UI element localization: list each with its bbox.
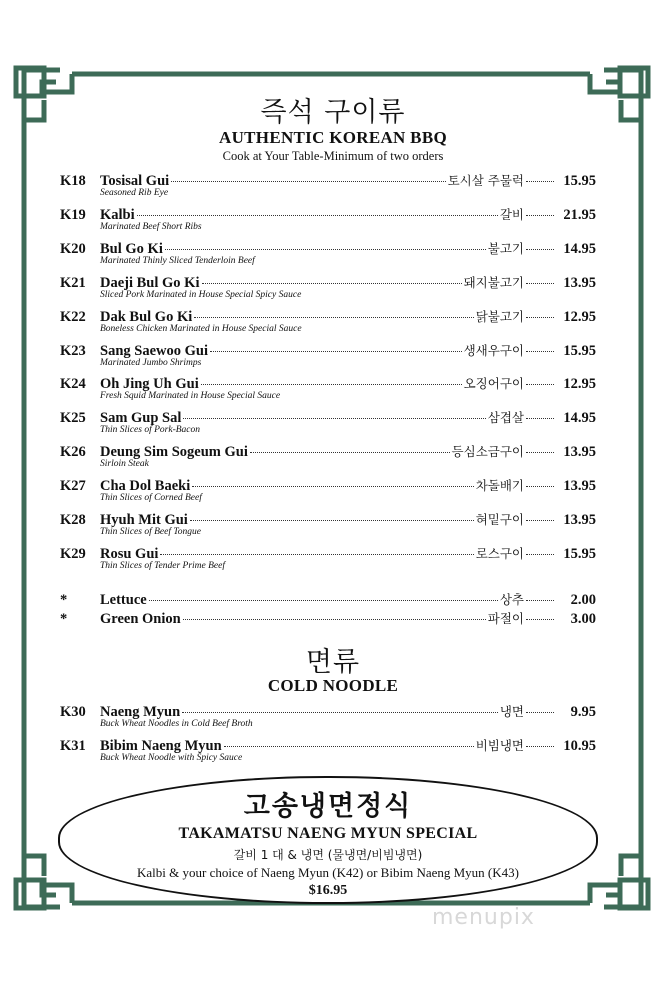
dot-leader (526, 712, 554, 713)
item-name: Sang Saewoo Gui (100, 342, 208, 359)
item-name: Cha Dol Baeki (100, 478, 191, 495)
menu-item (60, 205, 596, 237)
item-price: 13.95 (563, 274, 596, 291)
dot-leader (192, 486, 473, 487)
dot-leader (526, 384, 554, 385)
dot-leader (194, 317, 473, 318)
item-code: K29 (60, 545, 86, 562)
menu-item-row (60, 307, 596, 325)
item-code: K22 (60, 308, 86, 325)
item-price: 13.95 (563, 444, 596, 461)
item-name: Tosisal Gui (100, 173, 170, 189)
special-title-korean: 고송냉면정식 (243, 791, 413, 822)
item-code: K30 (60, 704, 86, 720)
dot-leader (149, 600, 498, 601)
item-price: 13.95 (563, 478, 596, 495)
special-subtitle-korean: 갈비 1 대 & 냉면 (물냉면/비빔냉면) (233, 848, 423, 862)
dot-leader (526, 283, 554, 284)
dot-leader (165, 249, 486, 250)
dot-leader (526, 351, 554, 352)
watermark-logo: menupix (432, 905, 535, 930)
dot-leader (201, 384, 462, 385)
bbq-title-english: AUTHENTIC KOREAN BBQ (219, 128, 447, 147)
item-korean-name: 차돌배기 (475, 478, 524, 494)
dot-leader (526, 619, 554, 620)
menu-item-row (60, 239, 596, 257)
item-code: * (60, 592, 68, 608)
menu-item-row (60, 171, 596, 189)
item-price: 12.95 (563, 376, 596, 393)
item-korean-name: 파절이 (487, 611, 524, 626)
dot-leader (526, 486, 554, 487)
item-korean-name: 닭불고기 (475, 308, 524, 324)
item-korean-name: 토시살 주물럭 (447, 173, 524, 188)
menu-item (60, 171, 596, 203)
menu-item (60, 341, 596, 373)
item-code: K19 (60, 206, 86, 223)
dot-leader (171, 181, 445, 182)
item-price: 14.95 (563, 240, 596, 257)
menu-item (60, 476, 596, 508)
item-description: Thin Slices of Corned Beef (100, 493, 202, 504)
dot-leader (526, 181, 554, 182)
item-code: K28 (60, 512, 86, 528)
dot-leader (526, 215, 554, 216)
menu-item (60, 374, 596, 406)
dot-leader (202, 283, 462, 284)
menu-item-row (60, 609, 596, 627)
menu-item-row (60, 341, 596, 359)
dot-leader (526, 746, 554, 747)
menu-item-row (60, 544, 596, 562)
dot-leader (160, 554, 473, 555)
item-korean-name: 로스구이 (475, 545, 524, 561)
menu-item (60, 408, 596, 440)
item-price: 12.95 (563, 308, 596, 325)
item-name: Naeng Myun (100, 704, 181, 720)
item-korean-name: 냉면 (499, 704, 524, 719)
item-korean-name: 상추 (499, 592, 524, 607)
item-price: 2.00 (570, 592, 596, 608)
item-code: K31 (60, 738, 86, 754)
item-description: Marinated Beef Short Ribs (100, 221, 202, 232)
item-description: Buck Wheat Noodles in Cold Beef Broth (100, 719, 253, 729)
dot-leader (224, 746, 474, 747)
menu-item (60, 702, 596, 734)
special-description: Kalbi & your choice of Naeng Myun (K42) or Bibim Naeng Myun (K43) (137, 865, 519, 880)
menu-item (60, 544, 596, 576)
item-price: 3.00 (570, 611, 596, 627)
item-name: Green Onion (100, 611, 181, 627)
item-price: 10.95 (563, 738, 596, 754)
dot-leader (526, 600, 554, 601)
item-name: Kalbi (100, 206, 135, 223)
item-price: 14.95 (563, 410, 596, 427)
menu-item (60, 510, 596, 542)
dot-leader (526, 554, 554, 555)
dot-leader (190, 520, 474, 521)
menu-item-row (60, 736, 596, 754)
item-description: Thin Slices of Beef Tongue (100, 527, 201, 537)
item-code: * (60, 611, 68, 627)
dot-leader (183, 619, 486, 620)
item-description: Buck Wheat Noodle with Spicy Sauce (100, 753, 243, 763)
item-description: Sirloin Steak (100, 459, 149, 470)
item-name: Dak Bul Go Ki (100, 308, 193, 325)
item-name: Lettuce (100, 592, 147, 608)
menu-item-row (60, 408, 596, 426)
menu-item (60, 239, 596, 271)
menu-item-row (60, 476, 596, 494)
item-description: Seasoned Rib Eye (100, 188, 169, 198)
item-korean-name: 삼겹살 (487, 410, 524, 426)
item-description: Sliced Pork Marinated in House Special Spicy Sauce (100, 289, 302, 300)
item-name: Rosu Gui (100, 545, 159, 562)
special-oval (58, 776, 598, 904)
menu-item-row (60, 590, 596, 608)
item-description: Fresh Squid Marinated in House Special Sauce (100, 391, 281, 402)
dot-leader (210, 351, 462, 352)
item-korean-name: 생새우구이 (463, 342, 524, 358)
dot-leader (526, 520, 554, 521)
dot-leader (250, 452, 450, 453)
item-name: Daeji Bul Go Ki (100, 274, 200, 291)
item-code: K24 (60, 376, 86, 393)
item-description: Marinated Jumbo Shrimps (100, 357, 202, 368)
menu-item-row (60, 442, 596, 460)
item-code: K21 (60, 274, 86, 291)
item-name: Sam Gup Sal (100, 410, 182, 427)
item-description: Marinated Thinly Sliced Tenderloin Beef (100, 255, 255, 266)
bbq-subtitle: Cook at Your Table-Minimum of two orders (222, 149, 444, 163)
item-code: K25 (60, 410, 86, 427)
item-code: K23 (60, 342, 86, 359)
menu-item (60, 273, 596, 305)
item-korean-name: 갈비 (499, 206, 524, 222)
dot-leader (183, 418, 485, 419)
item-price: 15.95 (563, 173, 596, 189)
item-code: K27 (60, 478, 86, 495)
menu-item-row (60, 205, 596, 223)
menu-item-row (60, 273, 596, 291)
dot-leader (526, 452, 554, 453)
menu-item (60, 442, 596, 474)
item-code: K20 (60, 240, 86, 257)
dot-leader (526, 418, 554, 419)
item-price: 15.95 (563, 342, 596, 359)
item-price: 21.95 (563, 206, 596, 223)
item-korean-name: 비빔냉면 (475, 738, 524, 753)
item-description: Thin Slices of Pork-Bacon (100, 425, 200, 436)
bbq-title-korean: 즉석 구이류 (260, 97, 406, 128)
menu-item (60, 609, 596, 641)
menu-item-row (60, 510, 596, 528)
special-price: $16.95 (308, 883, 348, 898)
menu-item-row (60, 702, 596, 720)
dot-leader (182, 712, 498, 713)
item-price: 15.95 (563, 545, 596, 562)
item-price: 9.95 (570, 704, 596, 720)
menu-item (60, 307, 596, 339)
item-korean-name: 돼지불고기 (463, 274, 524, 290)
menu-item-row (60, 374, 596, 392)
noodle-title-korean: 면류 (305, 647, 361, 678)
item-korean-name: 불고기 (487, 240, 524, 256)
item-price: 13.95 (563, 512, 596, 528)
dot-leader (526, 317, 554, 318)
dot-leader (526, 249, 554, 250)
item-description: Boneless Chicken Marinated in House Special Sauce (100, 323, 302, 334)
item-name: Hyuh Mit Gui (100, 512, 188, 528)
item-korean-name: 등심소금구이 (451, 444, 524, 460)
item-code: K26 (60, 444, 86, 461)
special-title-english: TAKAMATSU NAENG MYUN SPECIAL (178, 825, 478, 842)
dot-leader (137, 215, 498, 216)
item-name: Oh Jing Uh Gui (100, 376, 199, 393)
item-description: Thin Slices of Tender Prime Beef (100, 560, 225, 571)
noodle-title-english: COLD NOODLE (267, 676, 399, 695)
item-name: Bibim Naeng Myun (100, 738, 222, 754)
item-code: K18 (60, 173, 86, 189)
menu-item (60, 736, 596, 768)
item-korean-name: 오징어구이 (463, 376, 524, 392)
item-name: Bul Go Ki (100, 240, 163, 257)
item-korean-name: 혀밑구이 (475, 512, 524, 527)
item-name: Deung Sim Sogeum Gui (100, 444, 248, 461)
